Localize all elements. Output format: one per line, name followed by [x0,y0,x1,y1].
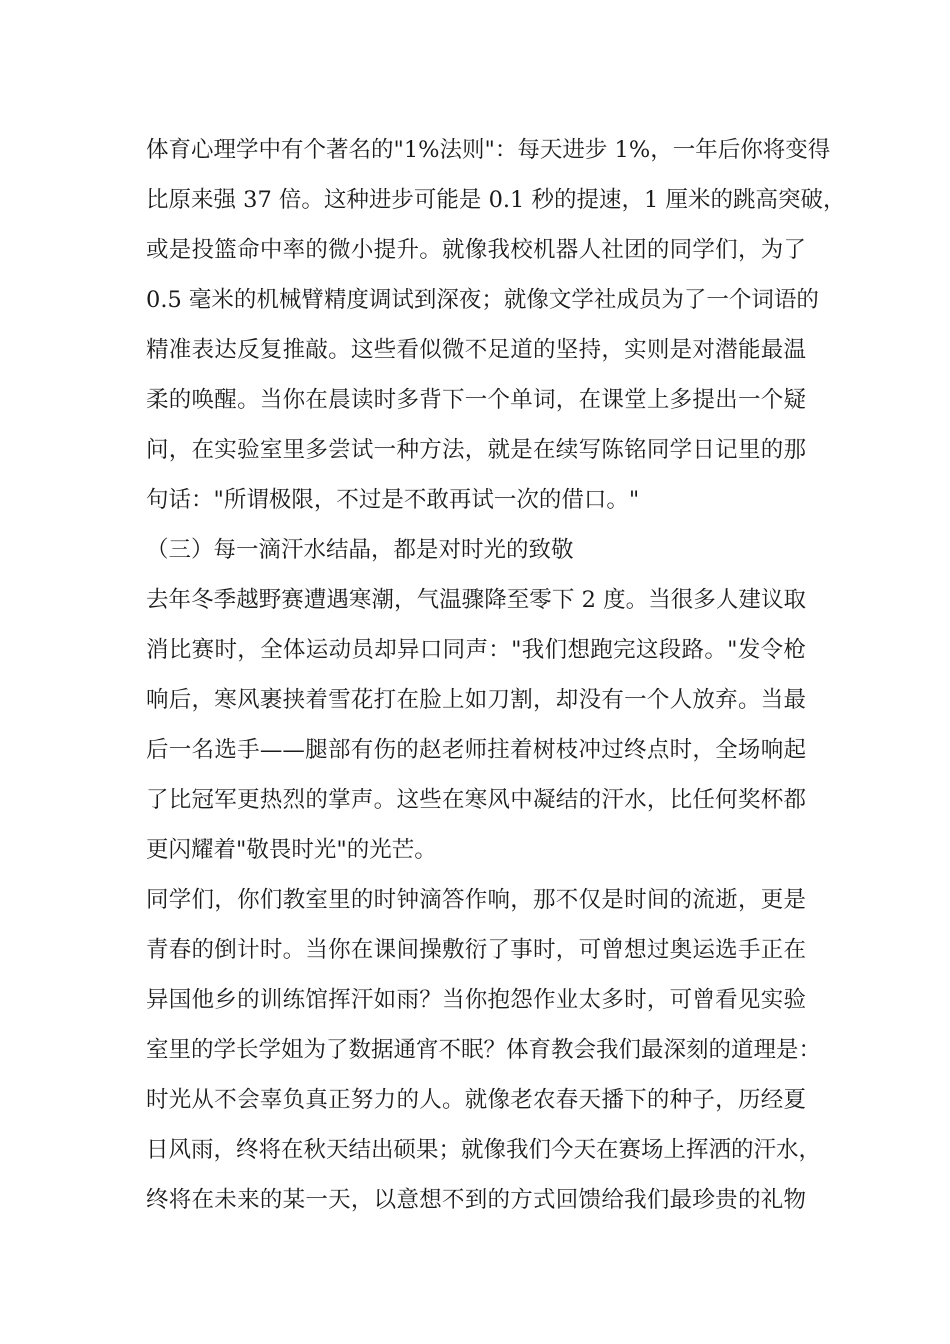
paragraph-3-line: 异国他乡的训练馆挥汗如雨？当你抱怨作业太多时，可曾看见实验 [146,987,806,1013]
section-heading: （三）每一滴汗水结晶，都是对时光的致敬 [146,537,574,563]
paragraph-3-line: 青春的倒计时。当你在课间操敷衍了事时，可曾想过奥运选手正在 [146,937,806,963]
paragraph-1-line: 比原来强 37 倍。这种进步可能是 0.1 秒的提速，1 厘米的跳高突破， [146,187,846,213]
paragraph-2-line: 响后，寒风裹挟着雪花打在脸上如刀割，却没有一个人放弃。当最 [146,687,806,713]
paragraph-2-line: 后一名选手——腿部有伤的赵老师拄着树枝冲过终点时，全场响起 [146,737,806,763]
paragraph-1-line: 0.5 毫米的机械臂精度调试到深夜；就像文学社成员为了一个词语的 [146,287,819,313]
paragraph-1-line: 句话："所谓极限，不过是不敢再试一次的借口。" [146,487,640,513]
paragraph-1-line: 体育心理学中有个著名的"1%法则"：每天进步 1%，一年后你将变得 [146,137,831,163]
paragraph-1-line: 柔的唤醒。当你在晨读时多背下一个单词，在课堂上多提出一个疑 [146,387,806,413]
paragraph-3-line: 终将在未来的某一天，以意想不到的方式回馈给我们最珍贵的礼物 [146,1187,806,1213]
paragraph-2-line: 消比赛时，全体运动员却异口同声："我们想跑完这段路。"发令枪 [146,637,806,663]
paragraph-1-line: 或是投篮命中率的微小提升。就像我校机器人社团的同学们，为了 [146,237,806,263]
paragraph-3-line: 室里的学长学姐为了数据通宵不眠？体育教会我们最深刻的道理是： [146,1037,822,1063]
paragraph-2-line: 了比冠军更热烈的掌声。这些在寒风中凝结的汗水，比任何奖杯都 [146,787,806,813]
paragraph-2-line: 更闪耀着"敬畏时光"的光芒。 [146,837,437,863]
paragraph-3-line: 同学们，你们教室里的时钟滴答作响，那不仅是时间的流逝，更是 [146,887,806,913]
paragraph-3-line: 日风雨，终将在秋天结出硕果；就像我们今天在赛场上挥洒的汗水， [146,1137,822,1163]
paragraph-1-line: 问，在实验室里多尝试一种方法，就是在续写陈铭同学日记里的那 [146,437,806,463]
paragraph-1-line: 精准表达反复推敲。这些看似微不足道的坚持，实则是对潜能最温 [146,337,806,363]
paragraph-2-line: 去年冬季越野赛遭遇寒潮，气温骤降至零下 2 度。当很多人建议取 [146,587,806,613]
paragraph-3-line: 时光从不会辜负真正努力的人。就像老农春天播下的种子，历经夏 [146,1087,806,1113]
